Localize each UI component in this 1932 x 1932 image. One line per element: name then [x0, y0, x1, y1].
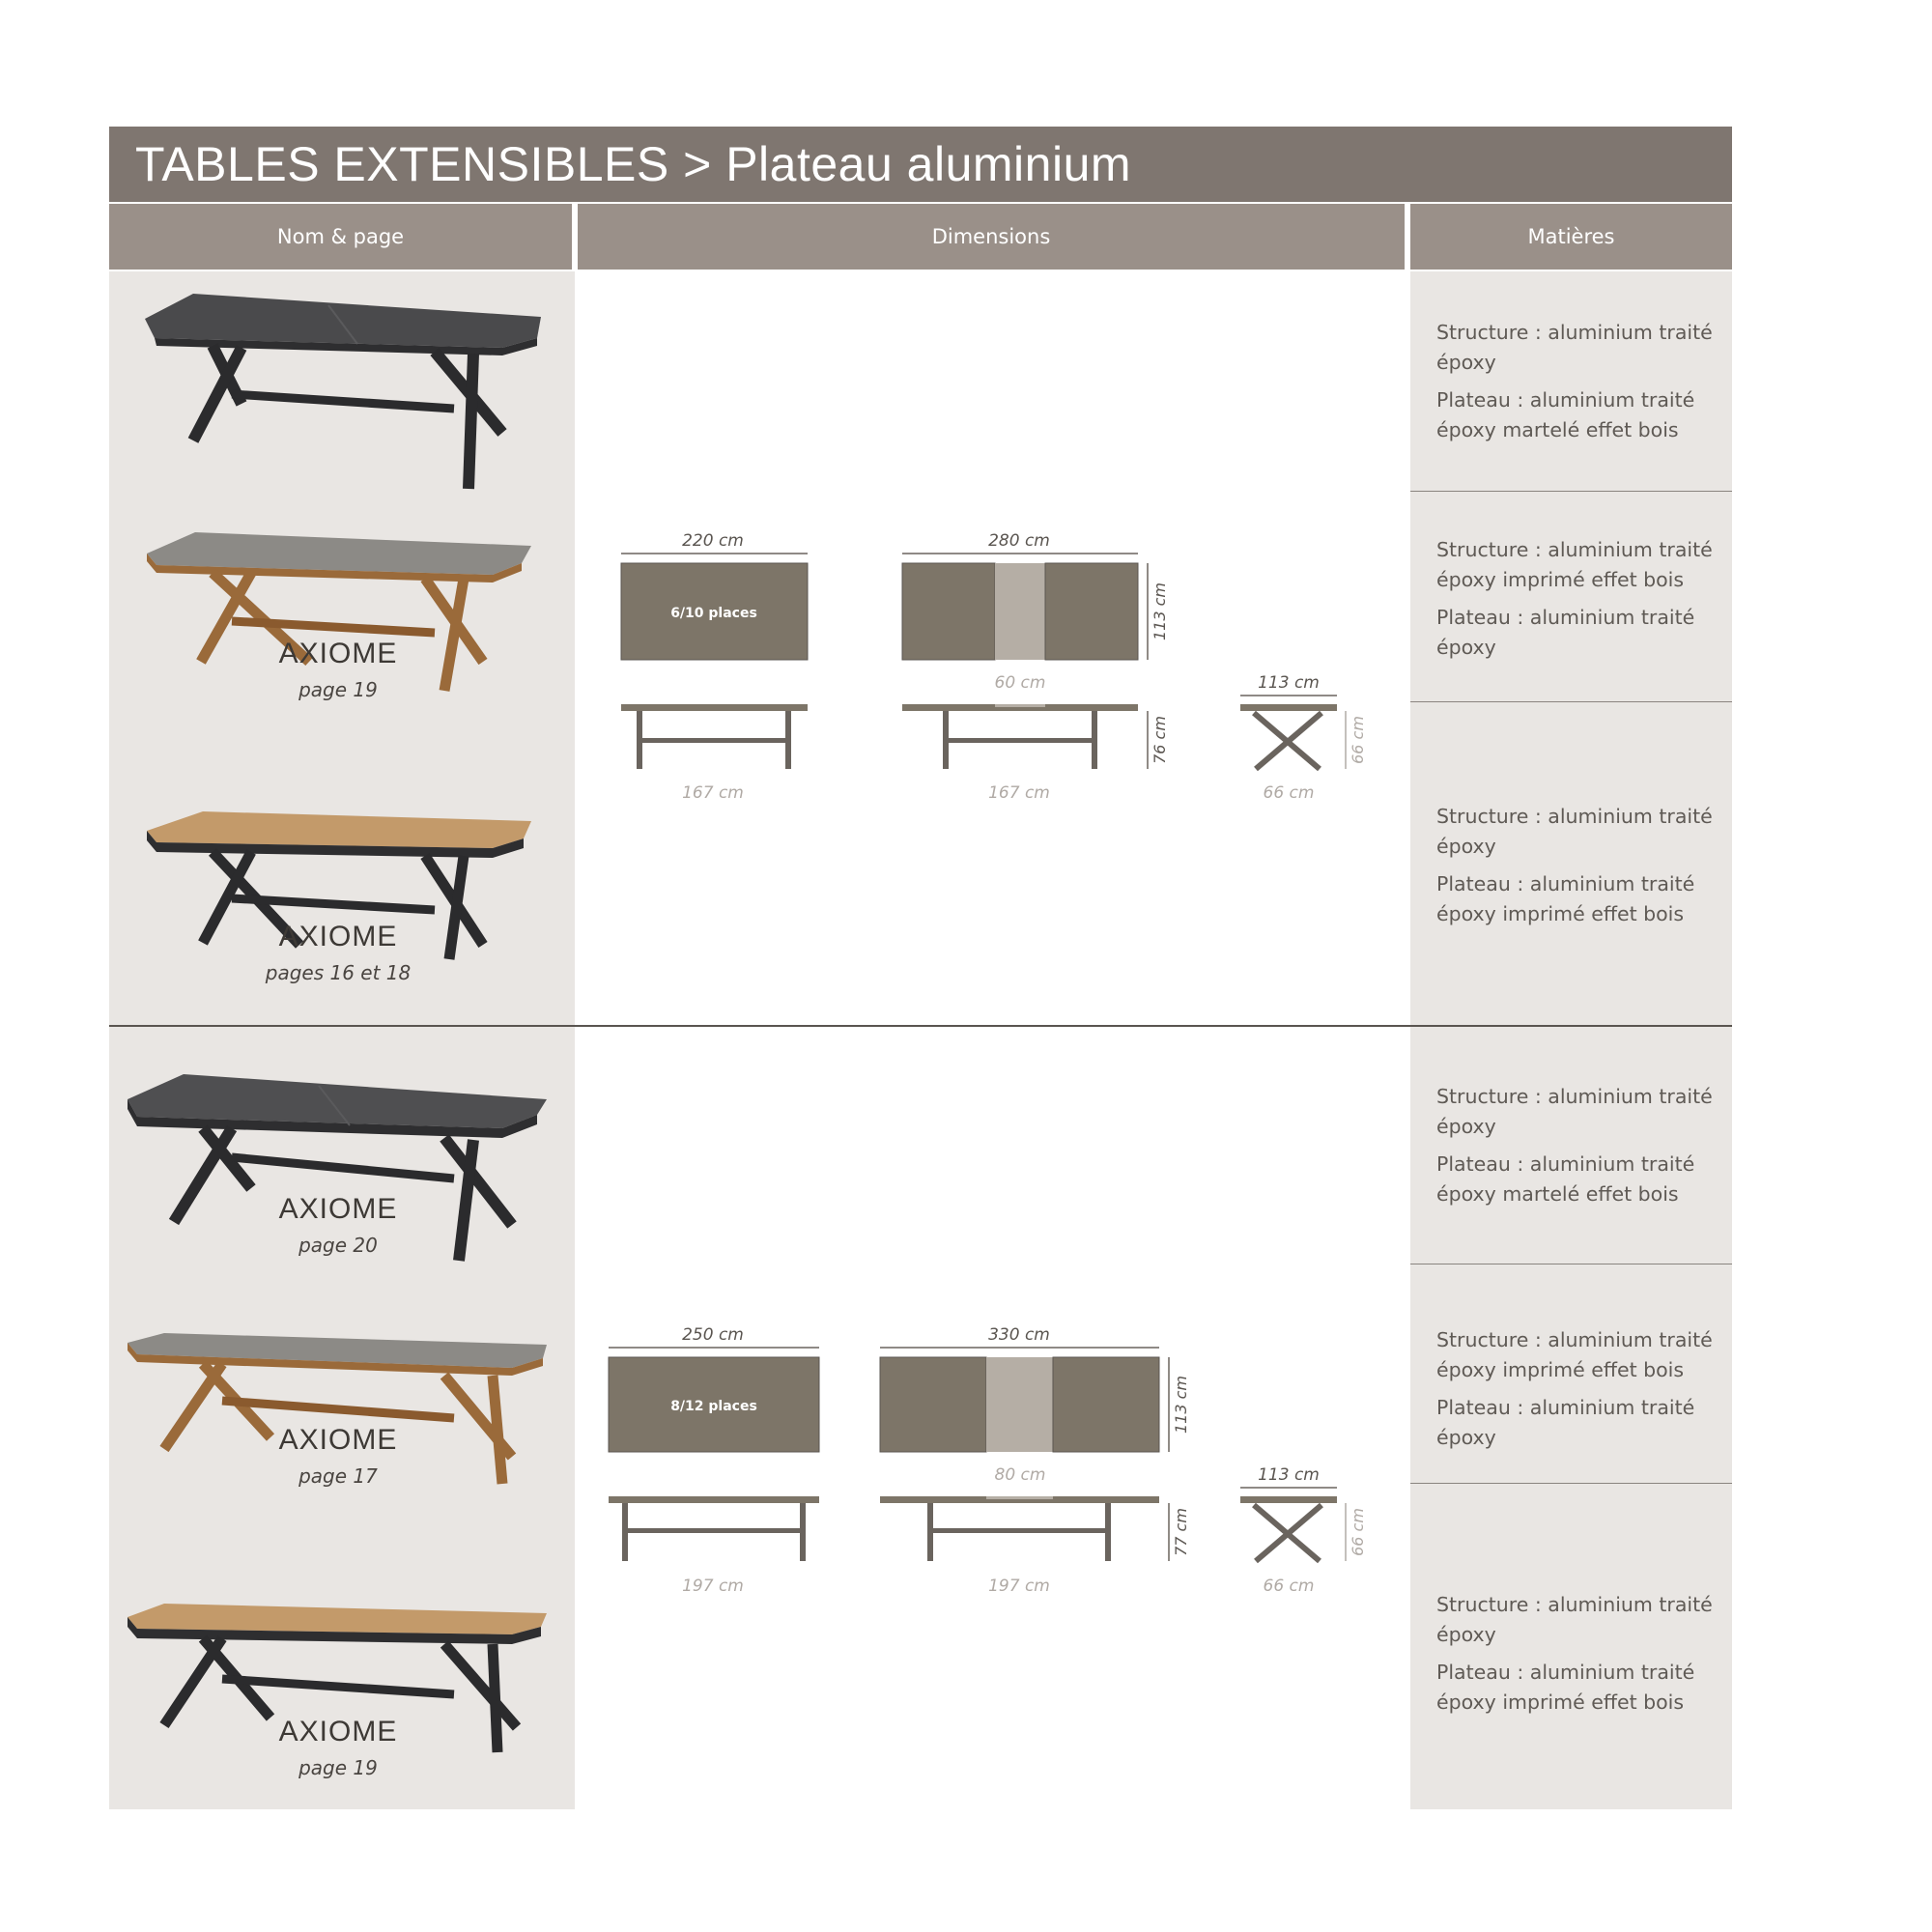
material-structure: Structure : aluminium traité époxy imprimé effet bois: [1436, 538, 1713, 591]
leg-span-closed-label: 167 cm: [682, 783, 744, 803]
material-structure: Structure : aluminium traité époxy: [1436, 321, 1713, 374]
materials-cell: [1410, 1264, 1732, 1483]
height-label: 77 cm: [1172, 1508, 1190, 1556]
page-title: TABLES EXTENSIBLES > Plateau aluminium: [135, 137, 1132, 191]
materials-cell: [1410, 271, 1732, 491]
material-structure: Structure : aluminium traité époxy: [1436, 1593, 1713, 1646]
product-page: pages 16 et 18: [265, 961, 412, 984]
depth-label: 113 cm: [1172, 1375, 1190, 1435]
product-name: AXIOME: [278, 921, 398, 952]
leg-span-open-label: 167 cm: [988, 783, 1050, 803]
product-name: AXIOME: [278, 1193, 398, 1225]
product-page: page 20: [298, 1234, 378, 1257]
title-bar: [109, 127, 1732, 202]
material-structure: Structure : aluminium traité époxy: [1436, 805, 1713, 858]
side-leg-width-label: 66 cm: [1263, 783, 1315, 803]
side-leg-width-label: 66 cm: [1263, 1577, 1315, 1596]
extension-leaf: [986, 1357, 1053, 1452]
product-page: page 19: [298, 1756, 378, 1779]
material-plateau: Plateau : aluminium traité époxy martelé effet bois: [1436, 1152, 1695, 1206]
side-width-label: 113 cm: [1258, 1465, 1320, 1485]
height-label: 76 cm: [1151, 716, 1169, 764]
extension-label: 60 cm: [994, 673, 1046, 693]
open-length-label: 330 cm: [988, 1325, 1050, 1345]
material-structure: Structure : aluminium traité époxy: [1436, 1085, 1713, 1138]
product-name: AXIOME: [278, 1424, 398, 1456]
dimensions-diagram-section2: [578, 1316, 1408, 1605]
materials-cell: [1410, 1484, 1732, 1809]
dimensions-diagram-section1: [578, 522, 1408, 811]
material-structure: Structure : aluminium traité époxy imprimé effet bois: [1436, 1328, 1713, 1381]
column-header-dimensions-label: Dimensions: [931, 225, 1051, 248]
material-plateau: Plateau : aluminium traité époxy martelé effet bois: [1436, 388, 1695, 441]
side-height-label: 66 cm: [1349, 1508, 1367, 1556]
column-header-materials: [1410, 204, 1732, 270]
material-plateau: Plateau : aluminium traité époxy: [1436, 1396, 1695, 1449]
column-header-dimensions: [578, 204, 1405, 270]
depth-label: 113 cm: [1151, 582, 1169, 641]
material-plateau: Plateau : aluminium traité époxy imprimé effet bois: [1436, 1661, 1695, 1714]
materials-cell: [1410, 492, 1732, 701]
column-header-name: [109, 204, 572, 270]
product-page: page 17: [298, 1464, 378, 1488]
places-label: 6/10 places: [670, 606, 757, 621]
product-name: AXIOME: [278, 1716, 398, 1747]
side-width-label: 113 cm: [1258, 673, 1320, 693]
material-plateau: Plateau : aluminium traité époxy: [1436, 606, 1695, 659]
table-wood-effect-structure-icon: [126, 1331, 551, 1486]
side-height-label: 66 cm: [1349, 716, 1367, 764]
column-header-name-label: Nom & page: [276, 225, 405, 248]
closed-length-label: 250 cm: [682, 1325, 744, 1345]
materials-cell: [1410, 1027, 1732, 1264]
closed-length-label: 220 cm: [682, 531, 744, 551]
places-label: 8/12 places: [670, 1399, 757, 1414]
table-anthracite-martele-icon: [135, 288, 551, 496]
extension-label: 80 cm: [994, 1465, 1046, 1485]
extension-leaf: [995, 563, 1045, 660]
leg-span-closed-label: 197 cm: [682, 1577, 744, 1596]
product-name: AXIOME: [278, 638, 398, 669]
open-length-label: 280 cm: [988, 531, 1050, 551]
materials-cell: [1410, 702, 1732, 1025]
leg-span-open-label: 197 cm: [988, 1577, 1050, 1596]
column-header-materials-label: Matières: [1527, 225, 1615, 248]
material-plateau: Plateau : aluminium traité époxy imprimé effet bois: [1436, 872, 1695, 925]
product-page: page 19: [298, 678, 378, 701]
